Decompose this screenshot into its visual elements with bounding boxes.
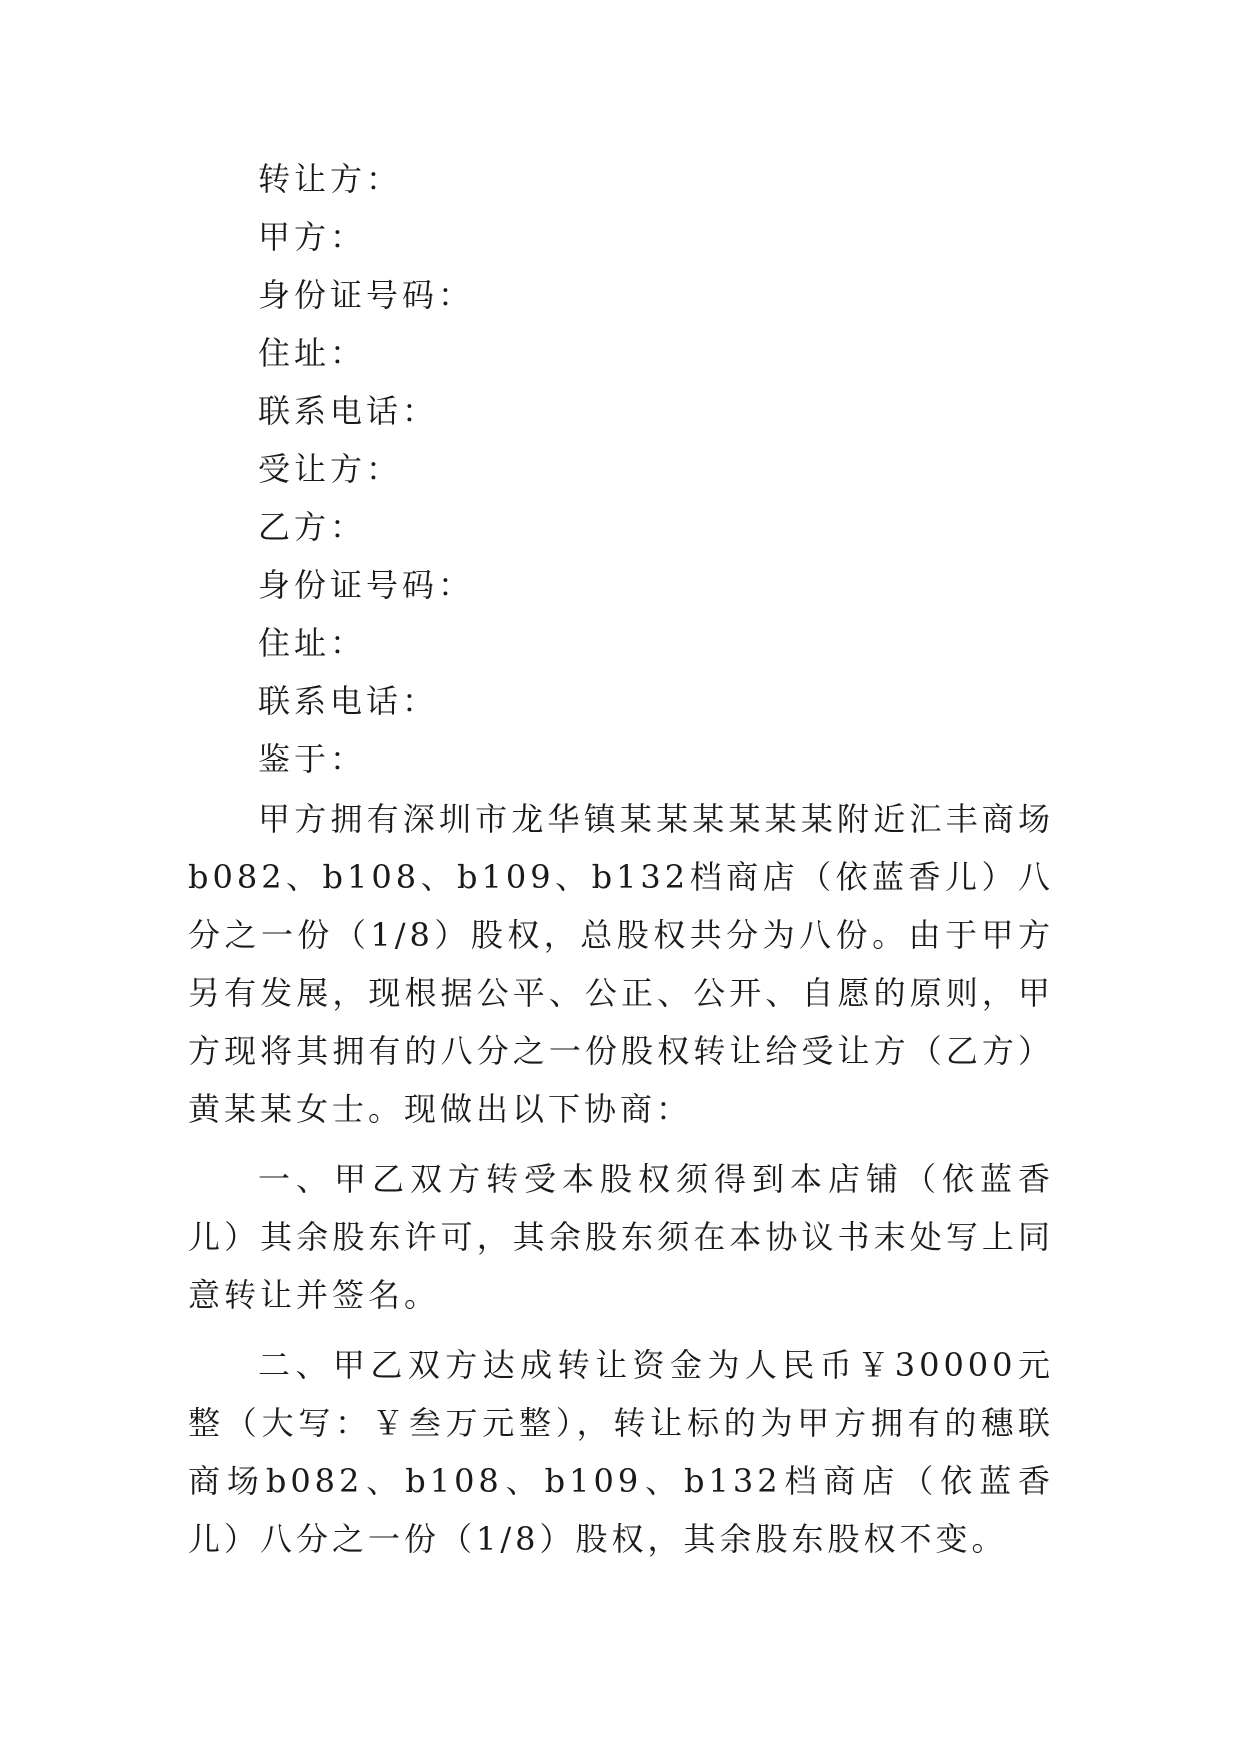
clause-1-paragraph: 一、甲乙双方转受本股权须得到本店铺（依蓝香儿）其余股东许可，其余股东须在本协议书末处写上同意转让并签名。 — [188, 1160, 1054, 1314]
field-transferee: 受让方： — [258, 450, 403, 488]
field-party-a-phone: 联系电话： — [258, 392, 439, 430]
field-party-b-id-number: 身份证号码： — [258, 566, 475, 604]
field-party-b-address: 住址： — [258, 624, 367, 662]
field-party-a: 甲方： — [258, 218, 367, 256]
field-party-a-id-number: 身份证号码： — [258, 276, 475, 314]
party-fields — [188, 150, 1054, 788]
field-party-b-phone: 联系电话： — [258, 682, 439, 720]
agreement-body — [188, 150, 1054, 1568]
intro-paragraph: 甲方拥有深圳市龙华镇某某某某某某附近汇丰商场b082、b108、b109、b132档商店（依蓝香儿）八分之一份（1/8）股权，总股权共分为八份。由于甲方另有发展，现根据公平、公正、公开、自愿的原则，甲方现将其拥有的八分之一份股权转让给受让方（乙方）黄某某女士。现做出以下协商： — [188, 800, 1054, 1128]
field-whereas: 鉴于： — [258, 740, 367, 778]
field-party-a-address: 住址： — [258, 334, 367, 372]
clause-2-paragraph: 二、甲乙双方达成转让资金为人民币￥30000元整（大写：￥叁万元整），转让标的为甲方拥有的穗联商场b082、b108、b109、b132档商店（依蓝香儿）八分之一份（1/8）股权，其余股东股权不变。 — [188, 1346, 1054, 1558]
field-party-b: 乙方： — [258, 508, 367, 546]
field-transferor: 转让方： — [258, 160, 403, 198]
